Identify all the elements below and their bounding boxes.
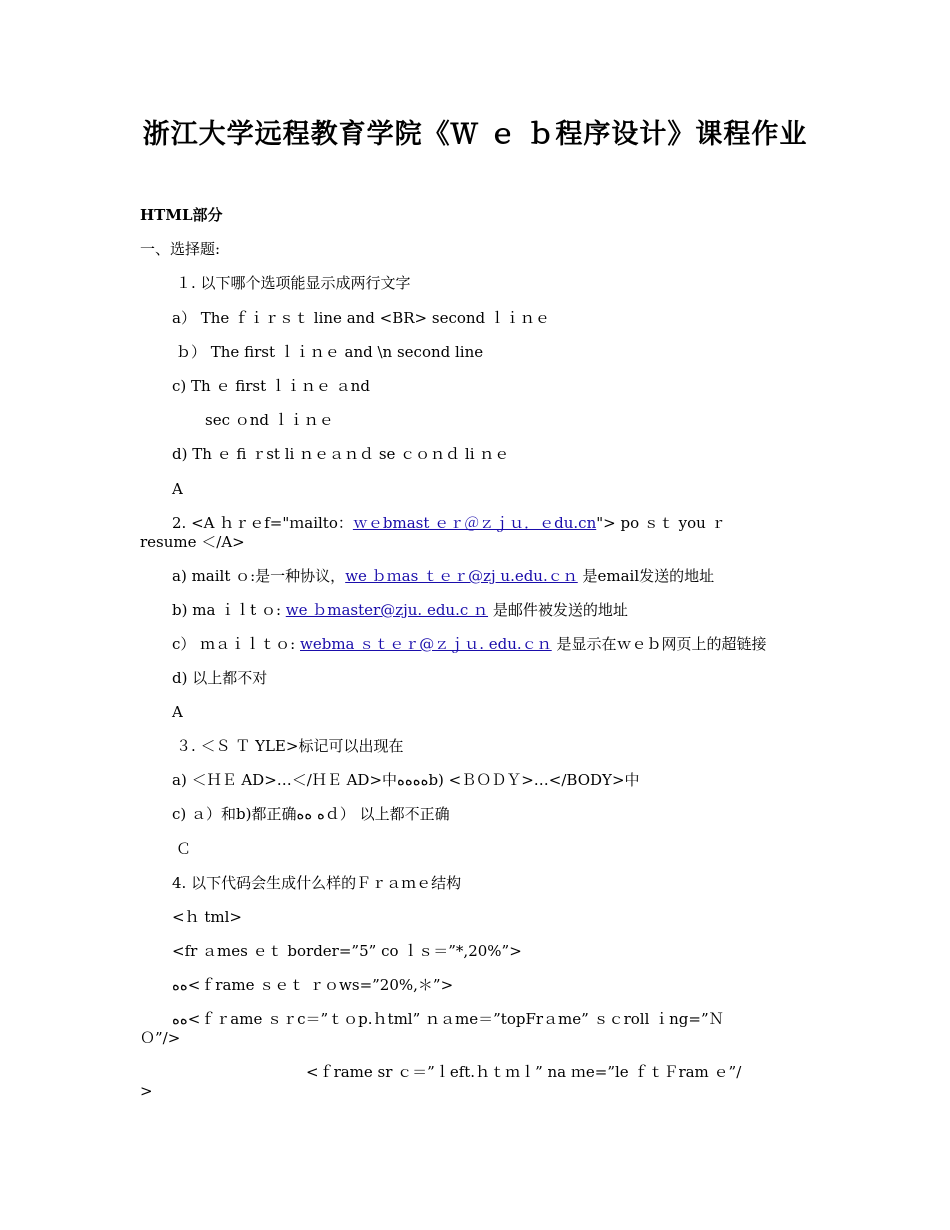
q2-option-a-suffix: 是email发送的地址 [577, 567, 715, 585]
q2-option-a-email-link[interactable]: we ｂｍas ｔｅｒ@zj u.edu.ｃｎ [345, 567, 578, 585]
q3-stem: ３. ＜Ｓ Ｔ YLE>标记可以出现在 [176, 737, 404, 755]
q4-code-line-5-continued: > [140, 1082, 153, 1100]
q2-option-b-prefix: b) ma ｉｌt ｏ: [172, 601, 286, 619]
q2-answer: A [172, 703, 183, 721]
q2-stem [172, 514, 726, 532]
q1-option-a: a） The ｆｉｒｓｔ line and <BR> second ｌｉｎｅ [172, 309, 550, 327]
q2-option-c-email-link[interactable]: webma ｓｔｅｒ@ｚｊｕ. edu.ｃｎ [300, 635, 552, 653]
q3-answer: Ｃ [176, 840, 192, 858]
q2-option-a-prefix: a) mailt ｏ:是一种协议， [172, 567, 346, 585]
q1-stem: １. 以下哪个选项能显示成两行文字 [176, 274, 411, 292]
q4-code-line-4-continued: Ｏ”/> [140, 1029, 181, 1047]
q2-stem-continued: resume ＜/A> [140, 533, 245, 551]
q1-option-c-continued: sec ｏnd ｌｉｎｅ [205, 411, 334, 429]
q4-code-line-5: <ｆrame sr ｃ＝”ｌeft.ｈｔｍｌ” na ｍe=”le ｆｔＦram ｅ”/ [306, 1063, 742, 1081]
q2-option-c-suffix: 是显示在ｗｅｂ网页上的超链接 [551, 635, 767, 653]
q2-option-c-prefix: c） ｍａｉｌｔｏ: [172, 635, 300, 653]
q2-stem-prefix: 2. <A ｈｒｅf="ｍailto： [172, 514, 353, 532]
q4-code-line-2: <fr ａmes ｅｔ border=”5” co ｌｓ＝”*,20%”> [172, 942, 522, 960]
q4-stem: 4. 以下代码会生成什么样的Ｆｒａｍｅ结构 [172, 874, 462, 892]
q3-options-cd: c) ａ）和b)都正确ﻩ ﻩﻩｄ） 以上都不正确 [172, 805, 450, 823]
q2-option-b [172, 601, 628, 619]
q1-option-c: c) Th ｅ first ｌｉｎｅ ａnd [172, 377, 370, 395]
q1-option-b: ｂ） The first ｌｉｎｅ and \n second line [176, 343, 484, 361]
section-heading: HTML部分 [140, 206, 223, 224]
q2-stem-suffix: "> po ｓｔ you ｒ [596, 514, 726, 532]
q4-code-line-3: ﻩﻩ<ｆrame ｓｅｔ ｒｏws=”20%,＊”> [172, 976, 454, 994]
q3-options-ab: a) ＜ＨＥ AD>…＜/ＨＥ AD>中ﻩﻩﻩﻩb) <ＢＯＤＹ>…</BODY>中 [172, 771, 640, 789]
q2-option-c [172, 635, 766, 653]
q2-stem-email-link[interactable]: ｗｅbmast ｅｒ＠ｚｊｕ．ｅdu.cn [352, 514, 597, 532]
part-heading: 一、选择题: [140, 240, 221, 258]
q1-option-d: d) Th ｅ fi ｒst li ｎｅａｎｄ se ｃｏｎｄ li ｎｅ [172, 445, 510, 463]
q2-option-b-email-link[interactable]: we ｂmaster@zju. edu.c ｎ [285, 601, 489, 619]
q1-answer: A [172, 480, 183, 498]
q4-code-line-1: <ｈ tml> [172, 908, 242, 926]
document-title: 浙江大学远程教育学院《Ｗ ｅ ｂ程序设计》课程作业 [142, 119, 808, 150]
q2-option-a [172, 567, 714, 585]
q4-code-line-4: ﻩﻩ<ｆｒame ｓｒc＝”ｔｏp.ｈtml” ｎａme＝”topFrａme” ｓｃroll ｉng=”Ｎ [172, 1010, 724, 1028]
q2-option-d: d) 以上都不对 [172, 669, 268, 687]
q2-option-b-suffix: 是邮件被发送的地址 [488, 601, 628, 619]
